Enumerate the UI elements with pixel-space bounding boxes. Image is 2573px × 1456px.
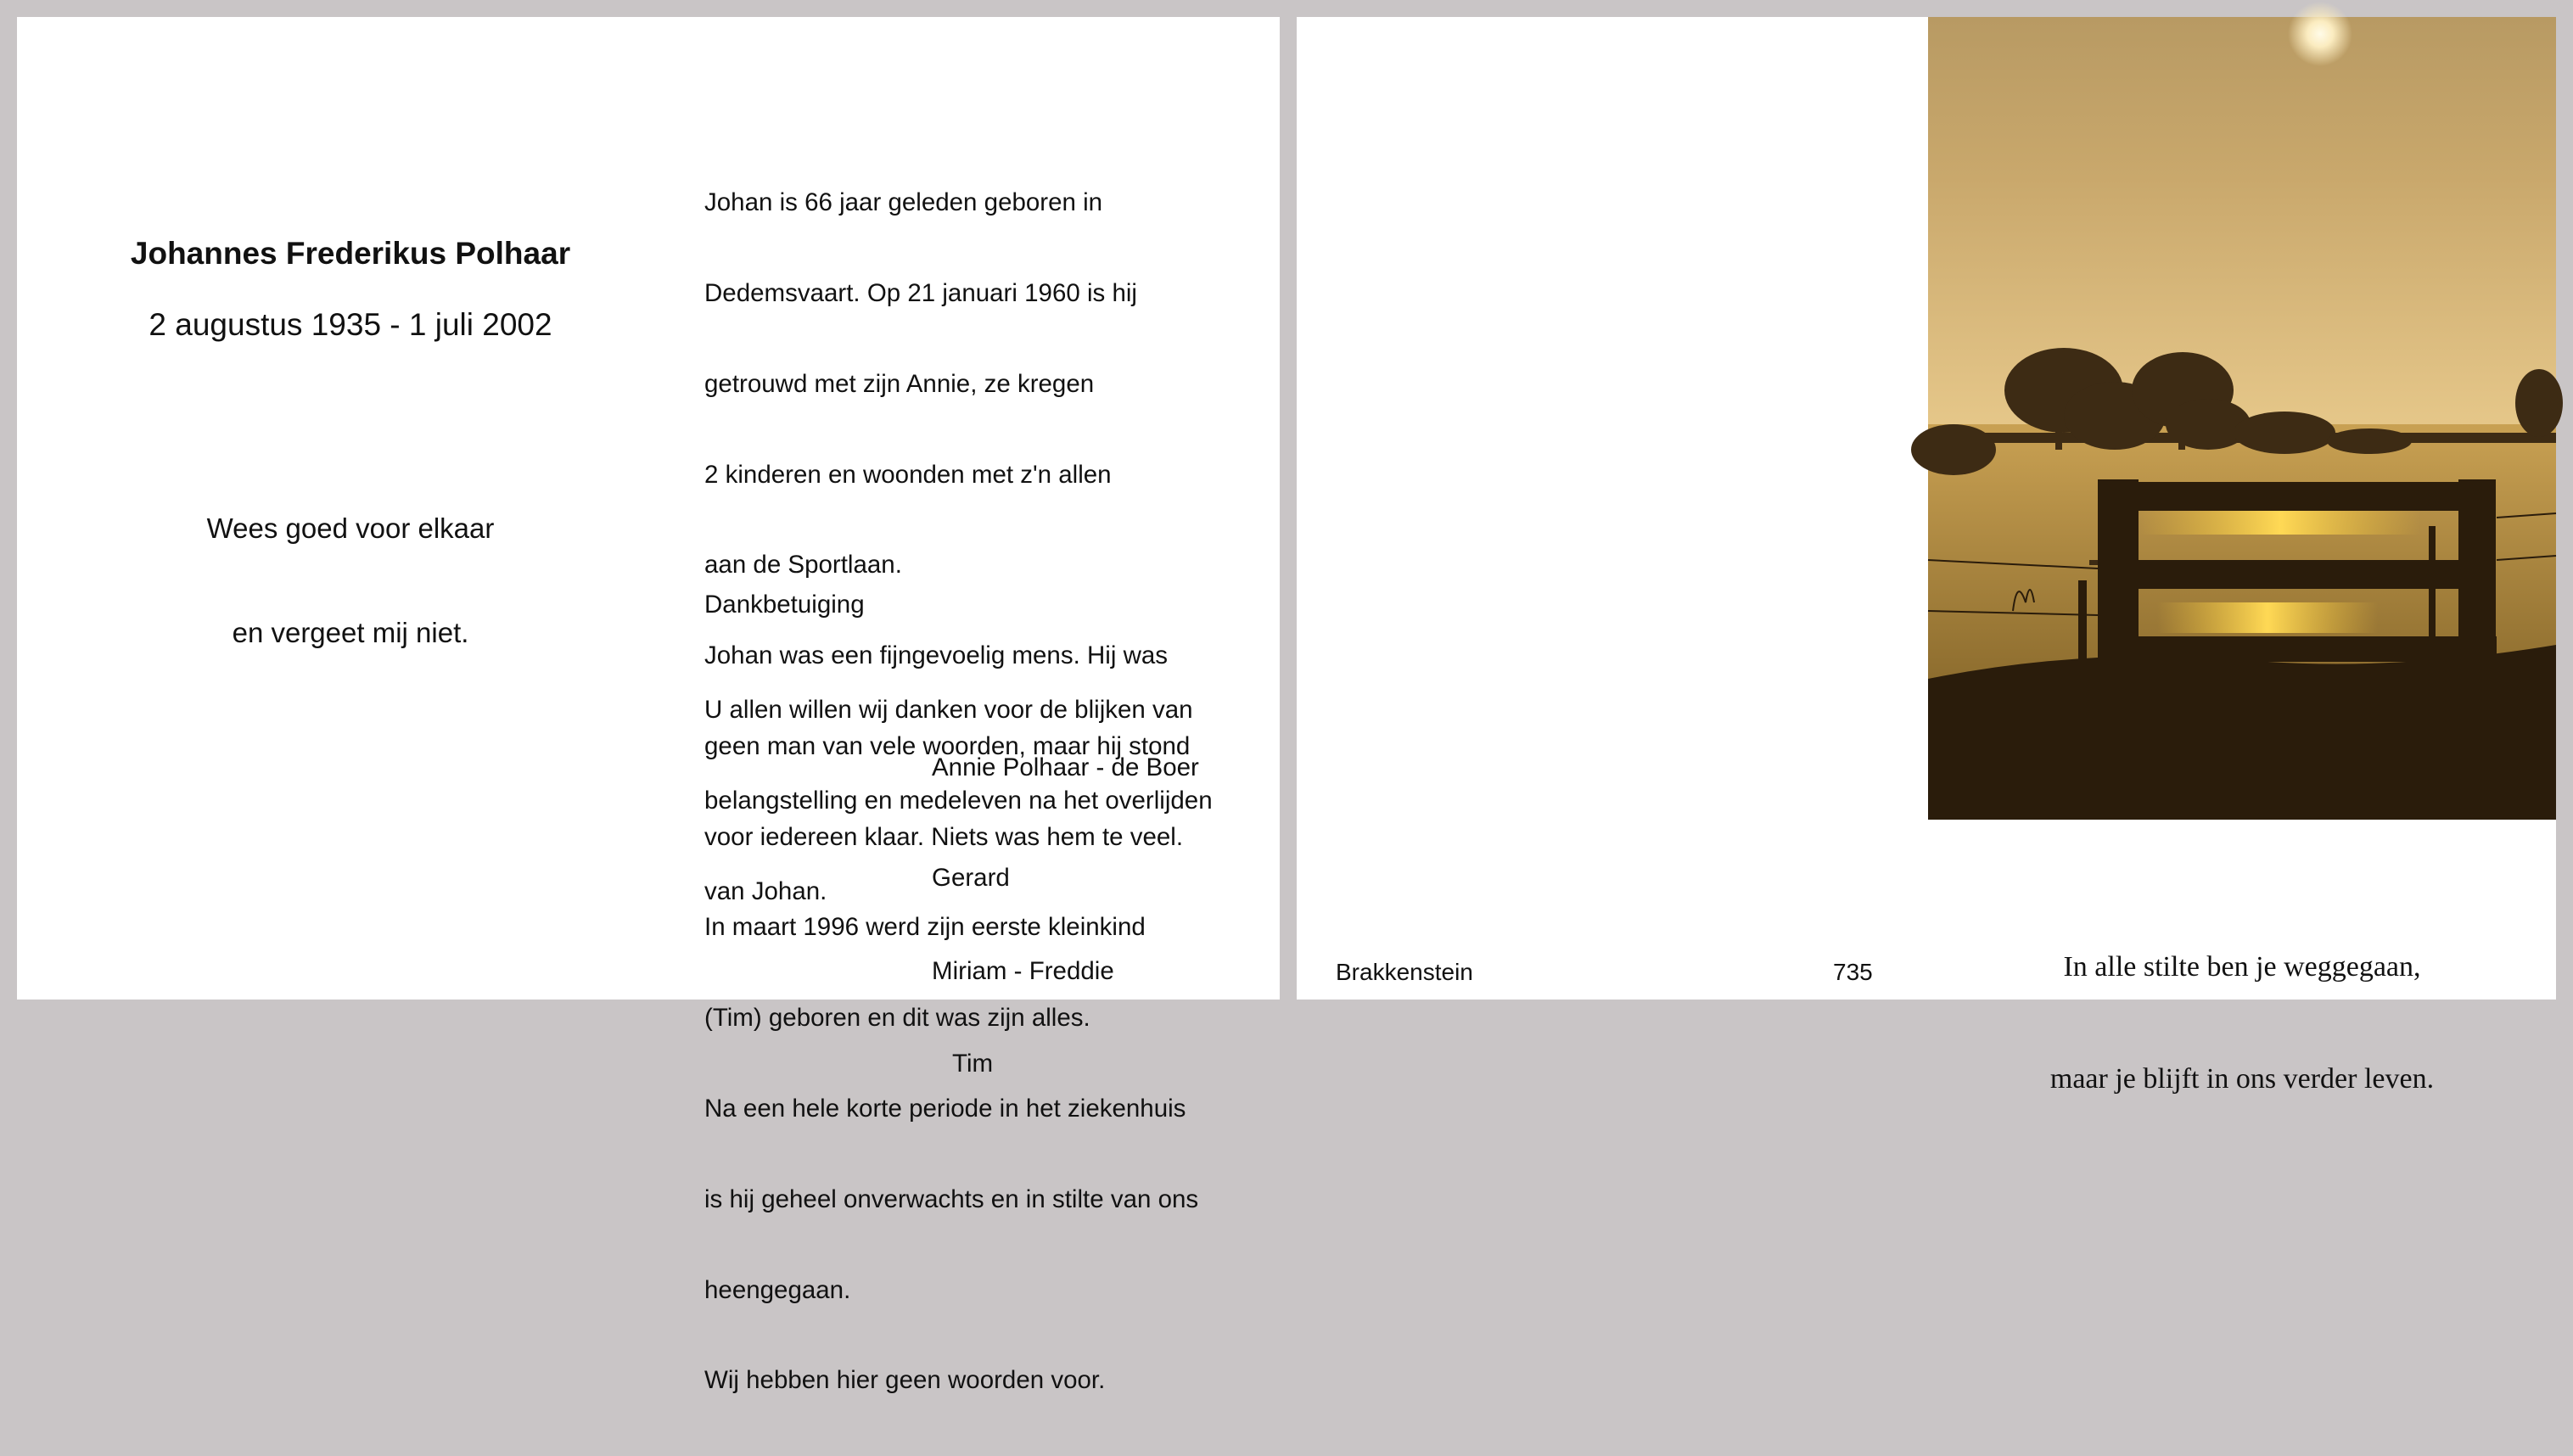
memorial-card-left xyxy=(17,17,1280,1395)
poem-line: In alle stilte ben je weggegaan, xyxy=(2063,951,2421,983)
deceased-name: Johannes Frederikus Polhaar xyxy=(130,236,571,271)
thanks-line: belangstelling en medeleven na het overlijden xyxy=(704,786,1213,815)
life-dates: 2 augustus 1935 - 1 juli 2002 xyxy=(149,307,552,342)
bio-line: Johan is 66 jaar geleden geboren in xyxy=(704,188,1103,217)
memorial-quote xyxy=(83,441,618,720)
bio-line: geen man van vele woorden, maar hij stond xyxy=(704,731,1191,760)
publisher-name: Brakkenstein xyxy=(1336,959,1473,985)
poem-text xyxy=(1928,874,2556,1173)
signature-line: Gerard xyxy=(932,864,1010,892)
signature-family xyxy=(932,801,1114,1142)
bio-line: Na een hele korte periode in het ziekenhuis xyxy=(704,1095,1186,1123)
thanks-heading: Dankbetuiging xyxy=(704,591,865,619)
bio-line: getrouwd met zijn Annie, ze kregen xyxy=(704,369,1095,398)
poem-line: maar je blijft in ons verder leven. xyxy=(2049,1063,2435,1095)
signature-wife: Annie Polhaar - de Boer xyxy=(932,753,1199,781)
bio-line: (Tim) geboren en dit was zijn alles. xyxy=(704,1004,1090,1033)
card-number: 735 xyxy=(1833,959,1873,985)
signature-line: Tim xyxy=(932,1050,994,1078)
signature-line: Miriam - Freddie xyxy=(932,956,1114,985)
thanks-line: van Johan. xyxy=(704,876,827,905)
quote-line: Wees goed voor elkaar xyxy=(206,512,495,544)
memorial-card-right xyxy=(1297,17,2556,1095)
bio-line: heengegaan. xyxy=(704,1275,851,1304)
bio-line: aan de Sportlaan. xyxy=(704,551,902,580)
bio-line: 2 kinderen en woonden met z'n allen xyxy=(704,460,1112,489)
bio-line: Wij hebben hier geen woorden voor. xyxy=(704,1366,1106,1395)
sunset-fence-photo xyxy=(1928,17,2556,820)
bio-line: Dedemsvaart. Op 21 januari 1960 is hij xyxy=(704,278,1137,307)
bio-line: In maart 1996 werd zijn eerste kleinkind xyxy=(704,913,1146,942)
quote-line: en vergeet mij niet. xyxy=(232,617,469,648)
bio-line: voor iedereen klaar. Niets was hem te veel. xyxy=(704,822,1184,851)
bio-line: is hij geheel onverwachts en in stilte van ons xyxy=(704,1184,1199,1213)
thanks-line: U allen willen wij danken voor de blijken van xyxy=(704,696,1193,725)
bio-line: Johan was een fijngevoelig mens. Hij was xyxy=(704,641,1169,670)
